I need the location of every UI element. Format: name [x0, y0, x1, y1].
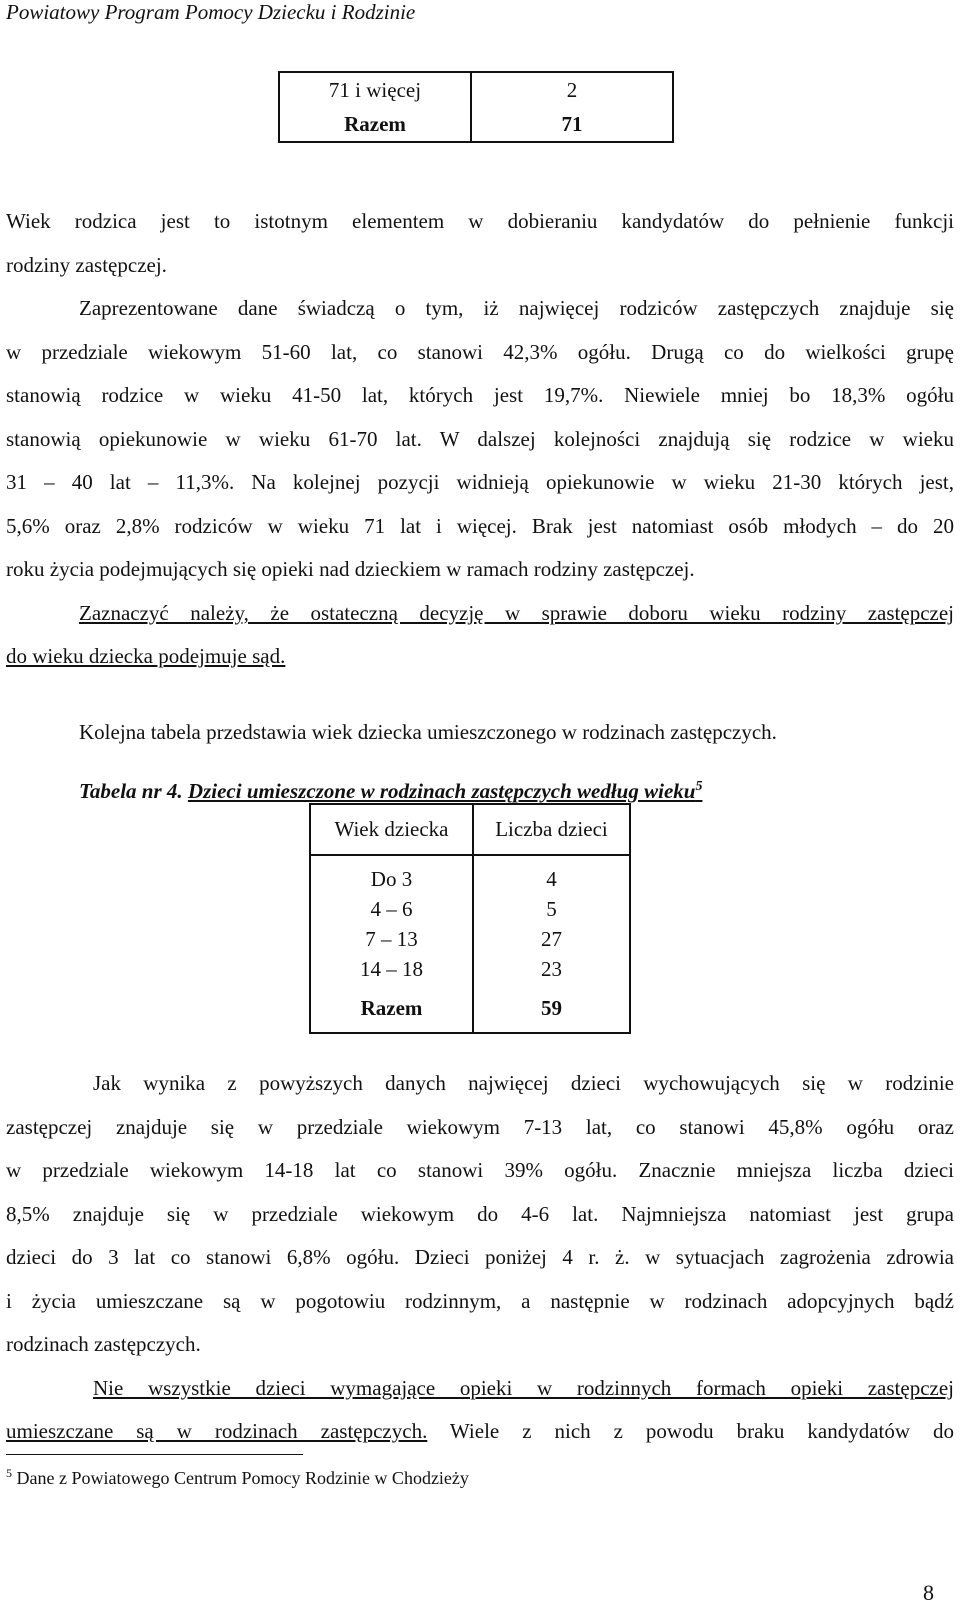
table-cell: Razem: [279, 107, 471, 142]
table-row: [310, 954, 630, 984]
table-cell: Do 3: [310, 855, 473, 894]
paragraph-line: 31 – 40 lat – 11,3%. Na kolejnej pozycji widnieją opiekunowie w wieku 21-30 których jest,: [6, 470, 954, 494]
table-row: [310, 855, 630, 894]
footnote-separator: [6, 1454, 303, 1455]
table-cell: 71 i więcej: [279, 72, 471, 107]
paragraph-line: stanowią rodzice w wieku 41-50 lat, których jest 19,7%. Niewiele mniej bo 18,3% ogółu: [6, 383, 954, 407]
table-intro: Kolejna tabela przedstawia wiek dziecka umieszczonego w rodzinach zastępczych.: [79, 720, 777, 744]
paragraph-line: zastępczej znajduje się w przedziale wiekowym 7-13 lat, co stanowi 45,8% ogółu oraz: [6, 1115, 954, 1139]
paragraph-line-underlined: do wieku dziecka podejmuje sąd.: [6, 644, 286, 668]
paragraph-line: roku życia podejmujących się opieki nad dzieckiem w ramach rodziny zastępczej.: [6, 557, 695, 581]
footnote: [6, 1466, 469, 1489]
table-row: [310, 924, 630, 954]
table-header-row: [310, 804, 630, 855]
table-row: [310, 894, 630, 924]
table-row-total: [279, 107, 673, 142]
paragraph-line: Jak wynika z powyższych danych najwięcej dzieci wychowujących się w rodzinie: [93, 1071, 954, 1095]
paragraph-line: rodziny zastępczej.: [6, 253, 167, 277]
column-header: Wiek dziecka: [310, 804, 473, 855]
table-row: [279, 72, 673, 107]
table-cell: 71: [471, 107, 673, 142]
paragraph-line: 8,5% znajduje się w przedziale wiekowym do 4-6 lat. Najmniejsza natomiast jest grupa: [6, 1202, 954, 1226]
caption-title: Dzieci umieszczone w rodzinach zastępczych według wieku$^5$: [187, 779, 703, 803]
paragraph-line: Zaprezentowane dane świadczą o tym, iż najwięcej rodziców zastępczych znajduje się: [79, 296, 954, 320]
table-cell: 2: [471, 72, 673, 107]
children-age-table: [309, 803, 631, 1034]
table-cell: 4: [473, 855, 630, 894]
paragraph-line-underlined: Zaznaczyć należy, że ostateczną decyzję w sprawie doboru wieku rodziny zastępczej: [79, 601, 954, 625]
paragraph-line: 5,6% oraz 2,8% rodziców w wieku 71 lat i więcej. Brak jest natomiast osób młodych – do 20: [6, 514, 954, 538]
table-cell: 14 – 18: [310, 954, 473, 984]
caption-label: Tabela nr 4.: [79, 779, 183, 803]
table-cell: 4 – 6: [310, 894, 473, 924]
table-total-row: [310, 984, 630, 1033]
paragraph-line: [6, 1409, 954, 1453]
paragraph-line: w przedziale wiekowym 14-18 lat co stanowi 39% ogółu. Znacznie mniejsza liczba dzieci: [6, 1158, 954, 1182]
table-caption: [79, 779, 702, 804]
footnote-text: Dane z Powiatowego Centrum Pomocy Rodzinie w Chodzieży: [12, 1468, 469, 1488]
paragraph-line: w przedziale wiekowym 51-60 lat, co stanowi 42,3% ogółu. Drugą co do wielkości grupę: [6, 340, 954, 364]
paragraph-line: i życia umieszczane są w pogotowiu rodzinnym, a następnie w rodzinach adopcyjnych bądź: [6, 1289, 954, 1313]
table-cell: 23: [473, 954, 630, 984]
running-header: Powiatowy Program Pomocy Dziecku i Rodzinie: [6, 0, 416, 24]
column-header: Liczba dzieci: [473, 804, 630, 855]
paragraph-line: dzieci do 3 lat co stanowi 6,8% ogółu. Dzieci poniżej 4 r. ż. w sytuacjach zagrożenia zdrowia: [6, 1245, 954, 1269]
footnote-ref: 5: [695, 779, 703, 794]
table-cell: 5: [473, 894, 630, 924]
paragraph-line: Wiek rodzica jest to istotnym elementem w dobieraniu kandydatów do pełnienie funkcji: [6, 209, 954, 233]
age-table-fragment: [278, 71, 674, 143]
text-segment: Wiele z nich z powodu braku kandydatów do: [427, 1419, 954, 1443]
page-number: 8: [923, 1580, 934, 1605]
table-cell: 27: [473, 924, 630, 954]
paragraph-line: rodzinach zastępczych.: [6, 1332, 201, 1356]
underlined-segment: umieszczane są w rodzinach zastępczych.: [6, 1419, 428, 1443]
paragraph-line: stanowią opiekunowie w wieku 61-70 lat. W dalszej kolejności znajdują się rodzice w wieku: [6, 427, 954, 451]
table-cell: Razem: [310, 984, 473, 1033]
table-cell: 59: [473, 984, 630, 1033]
footnote-number: 5: [6, 1466, 12, 1480]
table-cell: 7 – 13: [310, 924, 473, 954]
paragraph-line-underlined: Nie wszystkie dzieci wymagające opieki w rodzinnych formach opieki zastępczej: [93, 1376, 954, 1400]
